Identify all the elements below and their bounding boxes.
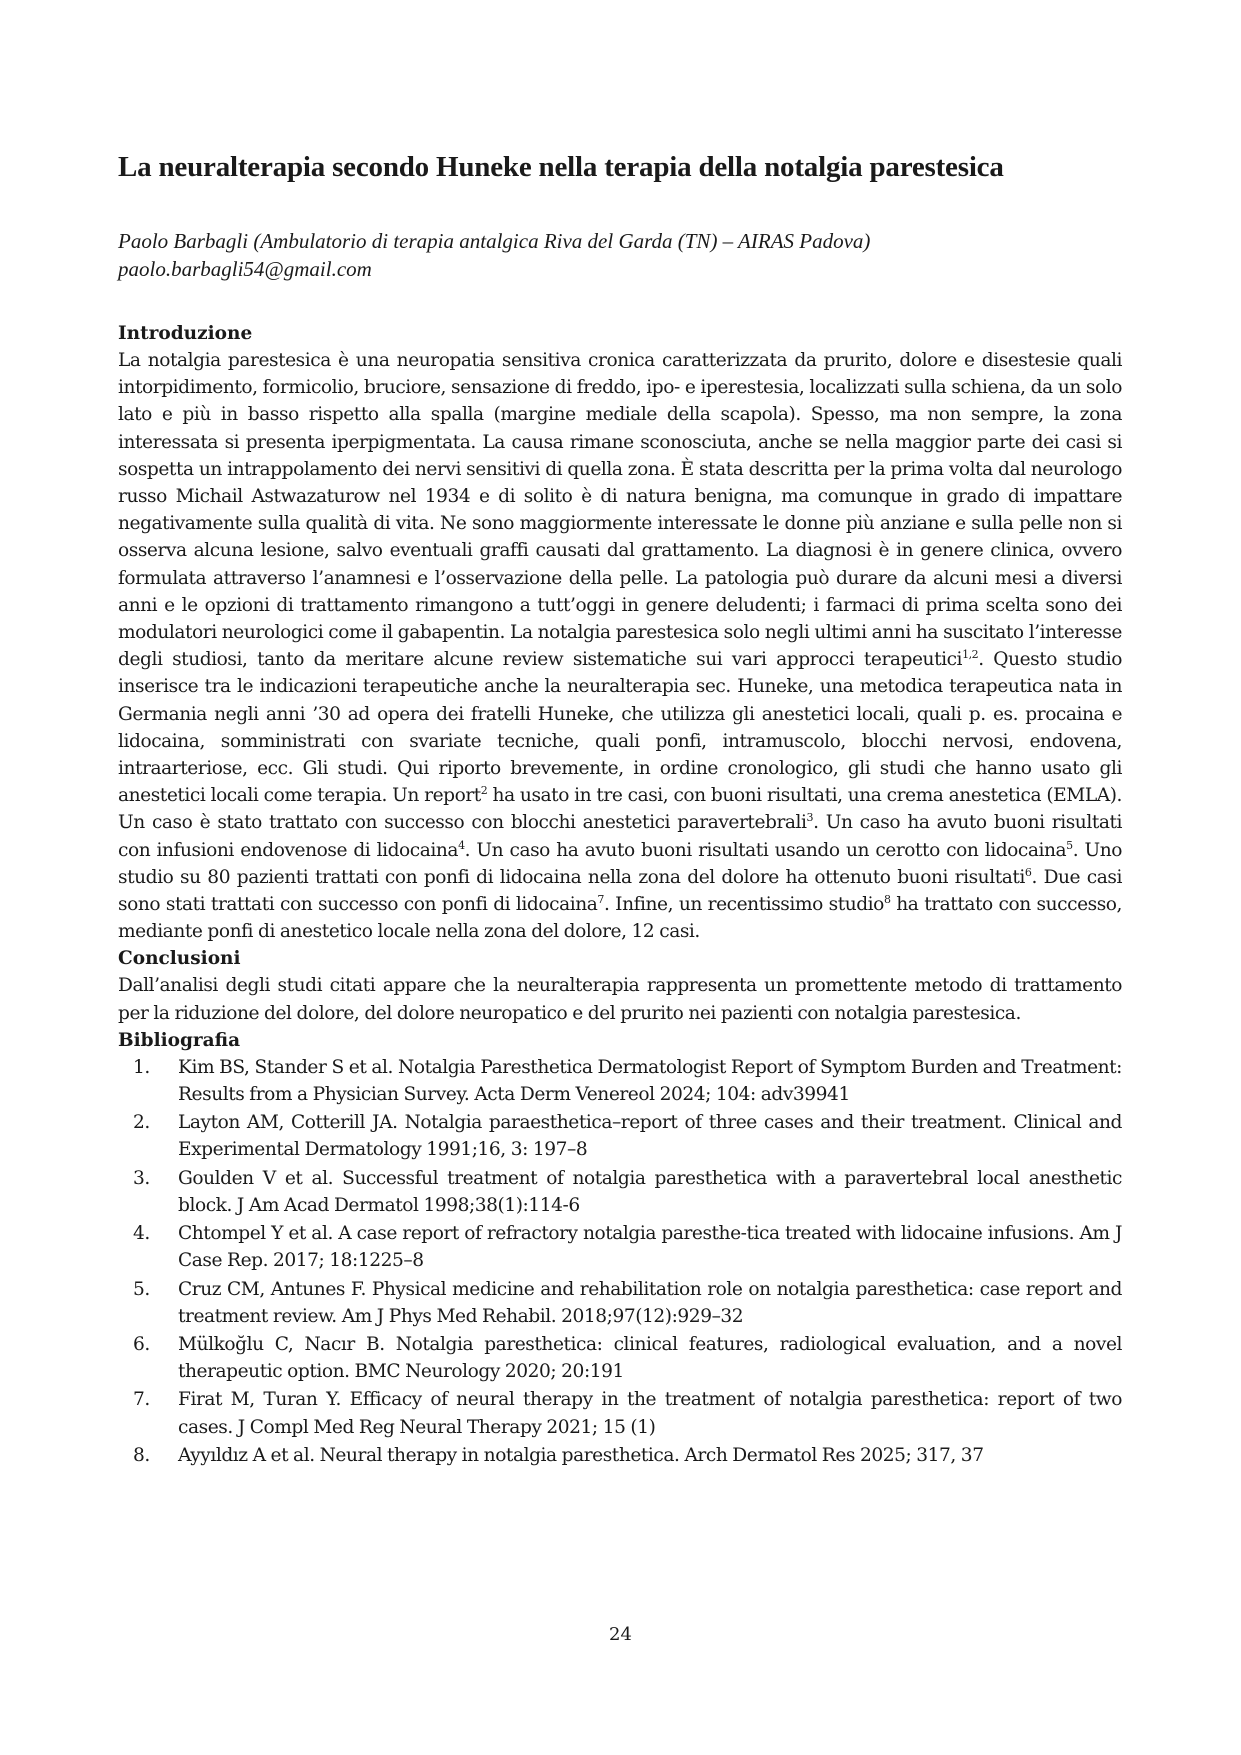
reference-item <box>118 1109 1122 1163</box>
article-title: La neuralterapia secondo Huneke nella terapia della notalgia parestesica <box>118 151 1004 183</box>
reference-number: 4. <box>133 1223 150 1245</box>
reference-text: Kim BS, Stander S et al. Notalgia Paresthetica Dermatologist Report of Symptom Burden and Treatment: Results from a Physician Survey. Acta Derm Venereol 2024; 104: adv39941 <box>178 1056 1122 1106</box>
reference-text: Chtompel Y et al. A case report of refractory notalgia paresthe-tica treated with lidocaine infusions. Am J Case Rep. 2017; 18:1225–8 <box>178 1223 1122 1272</box>
citation-superscript: 5 <box>1066 838 1073 852</box>
author-affiliation: Paolo Barbagli (Ambulatorio di terapia antalgica Riva del Garda (TN) – AIRAS Padova) <box>118 229 871 253</box>
text-segment: ha usato in tre casi, con buoni risultati, una crema anestetica (EMLA). Un caso è stato trattato con successo con blocchi anestetici paravertebrali <box>118 785 1122 834</box>
reference-text: Firat M, Turan Y. Efficacy of neural therapy in the treatment of notalgia paresthetica: report of two cases. J Compl Med Reg Neural Therapy 2021; 15 (1) <box>178 1389 1122 1438</box>
reference-number: 7. <box>133 1389 150 1411</box>
reference-number: 6. <box>133 1333 150 1355</box>
reference-item <box>118 1331 1122 1385</box>
text-segment: . Un caso ha avuto buoni risultati usando un cerotto con lidocaina <box>464 839 1067 861</box>
reference-text: Goulden V et al. Successful treatment of notalgia paresthetica with a paravertebral local anesthetic block. J Am Acad Dermatol 1998;38(1):114-6 <box>178 1167 1122 1216</box>
reference-number: 2. <box>133 1112 150 1134</box>
text-segment: . Un caso ha avuto buoni risultati con infusioni endovenose di lidocaina <box>118 812 1123 861</box>
document-page <box>118 148 1122 1470</box>
introduzione-paragraph <box>118 347 1122 945</box>
citation-superscript: 3 <box>806 811 814 825</box>
text-segment: . Uno studio su 80 pazienti trattati con ponfi di lidocaina nella zona del dolore ha ottenuto buoni risultati <box>118 839 1122 888</box>
reference-number: 5. <box>133 1278 150 1300</box>
reference-text: Layton AM, Cotterill JA. Notalgia paraesthetica–report of three cases and their treatment. Clinical and Experimental Dermatology 1991;16, 3: 197–8 <box>178 1112 1122 1161</box>
text-segment: La notalgia parestesica è una neuropatia sensitiva cronica caratterizzata da prurito, dolore e disestesie quali intorpidimento, formicolio, bruciore, sensazione di freddo, ipo- e iperestesia, localizzati sulla schiena, da un solo lato e più in basso rispetto alla spalla (margine mediale della scapola). Spesso, ma non sempre, la zona interessata si presenta iperpigmentata. La causa rimane sconosciuta, anche se nella maggior parte dei casi si sospetta un intrappolamento dei nervi sensitivi di quella zona. È stata descritta per la prima volta dal neurologo russo Michail Astwazaturow nel 1934 e di solito è di natura benigna, ma comunque in grado di impattare negativamente sulla qualità di vita. Ne sono maggiormente interessate le donne più anziane e sulla pelle non si osserva alcuna lesione, salvo eventuali graffi causati dal grattamento. La diagnosi è in genere clinica, ovvero formulata attraverso l’anamnesi e l’osservazione della pelle. La patologia può durare da alcuni mesi a diversi anni e le opzioni di trattamento rimangono a tutt’oggi in genere deludenti; i farmaci di prima scelta sono dei modulatori neurologici come il gabapentin. La notalgia parestesica solo negli ultimi anni ha suscitato l’interesse degli studiosi, tanto da meritare alcune review sistematiche sui vari approcci terapeutici <box>118 350 1122 671</box>
reference-number: 8. <box>133 1444 150 1466</box>
citation-superscript: 7 <box>597 892 604 906</box>
text-segment: ha trattato con successo, mediante ponfi di anestetico locale nella zona del dolore, 12 casi. <box>118 894 1123 943</box>
reference-text: Mülkoğlu C, Nacır B. Notalgia paresthetica: clinical features, radiological evaluation, and a novel therapeutic option. BMC Neurology 2020; 20:191 <box>178 1333 1122 1383</box>
reference-number: 3. <box>133 1167 150 1189</box>
section-heading-introduzione: Introduzione <box>118 323 253 344</box>
author-block <box>118 227 1122 283</box>
citation-superscript: 4 <box>458 838 465 852</box>
reference-item <box>118 1386 1122 1440</box>
author-email: paolo.barbagli54@gmail.com <box>118 257 372 281</box>
reference-item <box>118 1220 1122 1274</box>
reference-item <box>118 1054 1122 1108</box>
text-segment: . Infine, un recentissimo studio <box>603 894 884 916</box>
reference-number: 1. <box>133 1056 150 1078</box>
reference-list <box>118 1054 1122 1469</box>
citation-superscript: 6 <box>1024 865 1032 879</box>
reference-item <box>118 1276 1122 1330</box>
citation-superscript: 2 <box>480 784 488 798</box>
reference-text: Ayyıldız A et al. Neural therapy in notalgia paresthetica. Arch Dermatol Res 2025; 317, 37 <box>178 1444 984 1466</box>
page-number: 24 <box>609 1624 632 1645</box>
section-heading-conclusioni: Conclusioni <box>118 948 241 970</box>
conclusioni-paragraph: Dall’analisi degli studi citati appare che la neuralterapia rappresenta un promettente metodo di trattamento per la riduzione del dolore, del dolore neuropatico e del prurito nei pazienti con notalgia parestesica. <box>118 975 1122 1024</box>
text-segment: . Due casi sono stati trattati con successo con ponfi di lidocaina <box>118 866 1122 916</box>
reference-text: Cruz CM, Antunes F. Physical medicine and rehabilitation role on notalgia paresthetica: case report and treatment review. Am J Phys Med Rehabil. 2018;97(12):929–32 <box>178 1278 1122 1327</box>
section-heading-bibliografia: Bibliografia <box>118 1029 241 1051</box>
text-segment: . Questo studio inserisce tra le indicazioni terapeutiche anche la neuralterapia sec. Huneke, una metodica terapeutica nata in Germania negli anni ’30 ad opera dei fratelli Huneke, che utilizza gli anestetici locali, quali p. es. procaina e lidocaina, somministrati con svariate tecniche, quali ponfi, intramuscolo, blocchi nervosi, endovena, intraarteriose, ecc. Gli studi. Qui riporto brevemente, in ordine cronologico, gli studi che hanno usato gli anestetici locali come terapia. Un report <box>118 649 1123 807</box>
reference-item <box>118 1442 1122 1469</box>
reference-item <box>118 1165 1122 1219</box>
citation-superscript: 8 <box>883 892 891 906</box>
citation-superscript: 1,2 <box>962 648 979 662</box>
